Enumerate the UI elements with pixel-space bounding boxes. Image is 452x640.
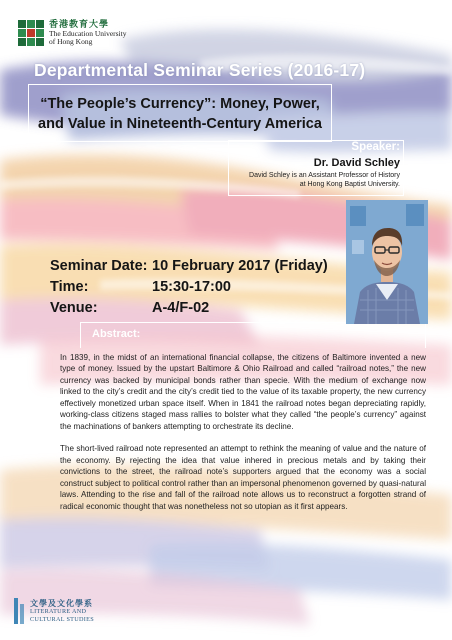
talk-title-line2: and Value in Nineteenth-Century America	[38, 116, 322, 133]
talk-title-line1: “The People’s Currency”: Money, Power,	[40, 96, 320, 112]
department-english-line2: CULTURAL STUDIES	[30, 615, 94, 623]
seminar-date-row	[50, 256, 328, 277]
seminar-venue-value: A-4/F-02	[152, 300, 210, 316]
department-english-line1: LITERATURE AND	[30, 608, 87, 616]
seminar-venue-row	[50, 298, 328, 319]
abstract-label: Abstract:	[92, 328, 141, 340]
speaker-label: Speaker:	[351, 141, 400, 153]
abstract-body	[60, 352, 426, 523]
speaker-portrait-icon	[346, 200, 428, 324]
seminar-details	[50, 256, 328, 319]
department-emblem-icon	[14, 598, 26, 624]
abstract-paragraph-1: In 1839, in the midst of an international financial collapse, the citizens of Baltimore invented a new type of money. Issued by the upstart Baltimore & Ohio Railroad and called “railroad notes,” the new currency was backed by municipal bonds rather than specie. With the medium of exchange now linked to the city’s credit and the city’s credit tied to the value of its taxable property, the new currency effectively monetized urban space itself. When in 1841 the railroad notes began depreciating rapidly, working-class citizens staged mass rallies to bolster what they called “the people’s currency” against the machinations of bankers attempting to orchestrate its decline.	[60, 353, 426, 431]
speaker-bio-line2: at Hong Kong Baptist University.	[299, 181, 400, 189]
seminar-time-row	[50, 277, 328, 298]
logo-english-line2: of Hong Kong	[49, 37, 93, 47]
speaker-bio-line1: David Schley is an Assistant Professor of History	[249, 172, 400, 179]
seminar-time-label: Time:	[50, 279, 89, 295]
series-title: Departmental Seminar Series (2016-17)	[34, 60, 366, 80]
seminar-venue-label: Venue:	[50, 300, 98, 316]
university-emblem-icon	[18, 20, 44, 46]
abstract-paragraph-2: The short-lived railroad note represented an attempt to rethink the meaning of value and the nature of the economy. By rejecting the idea that value inhered in precious metals and by taking their convictions to the street, the railroad note’s supporters argued that the economy was a social construct subject to political control rather than an impersonal phenomenon governed by quasi-natural laws. Attending to the rise and fall of the railroad note allows us to reconstruct a forgotten strand of radical economic thought that was nonetheless not so utopian as it first appears.	[60, 444, 426, 511]
seminar-date-value: 10 February 2017 (Friday)	[152, 258, 328, 274]
logo-english-line1: The Education University	[49, 29, 127, 39]
university-logo	[18, 20, 126, 47]
seminar-time-value: 15:30-17:00	[152, 279, 231, 295]
speaker-bio	[200, 171, 400, 190]
seminar-date-label: Seminar Date:	[50, 258, 148, 274]
logo-chinese-name: 香港教育大學	[49, 20, 110, 30]
department-chinese-name: 文學及文化學系	[30, 598, 93, 609]
talk-title	[30, 94, 330, 135]
department-logo	[14, 598, 94, 624]
speaker-name: Dr. David Schley	[313, 157, 400, 169]
speaker-photo	[346, 200, 428, 324]
